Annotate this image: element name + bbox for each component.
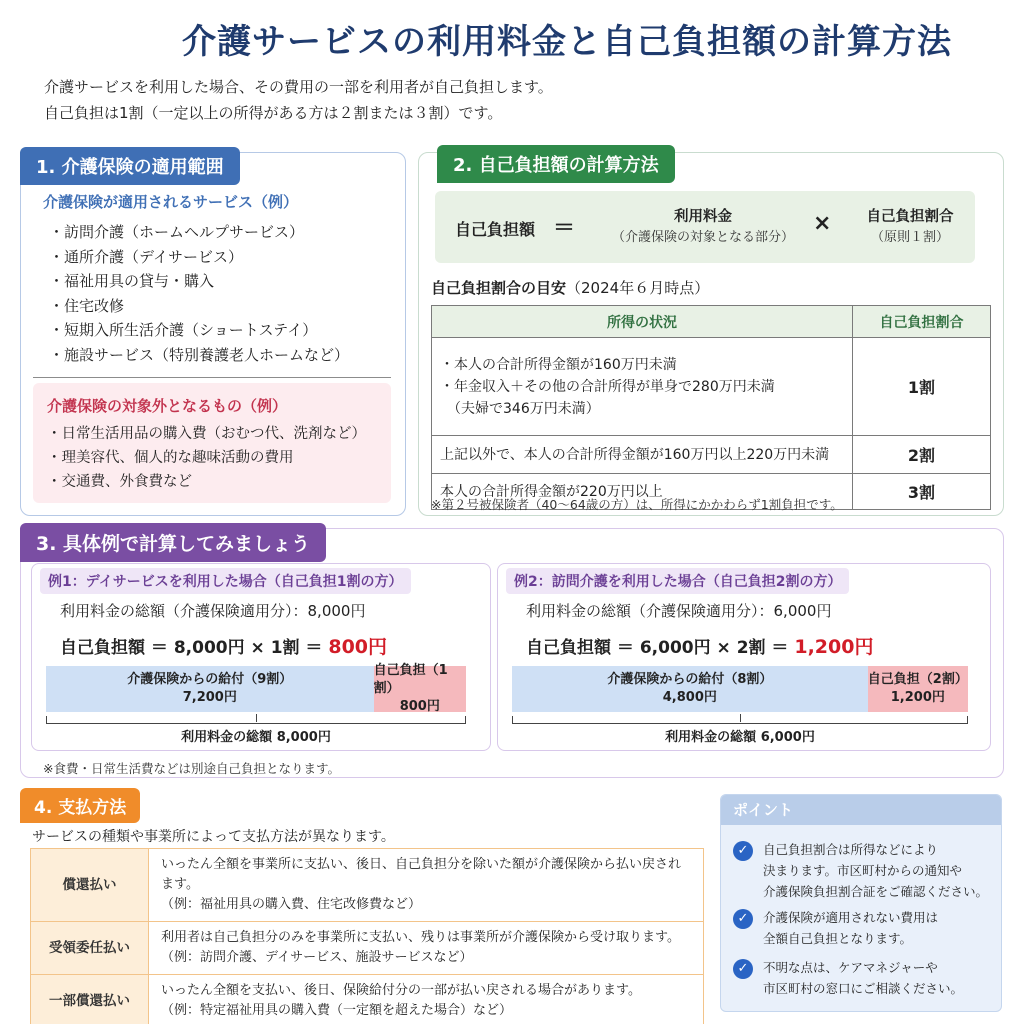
covered-item: ・通所介護（デイサービス） xyxy=(49,247,243,266)
excluded-item: ・交通費、外食費など xyxy=(47,474,192,490)
payment-example: （例：特定福祉用具の購入費（一定額を超えた場合）など） xyxy=(161,1003,513,1018)
covered-item: ・住宅改修 xyxy=(49,296,125,315)
covered-title: 介護保険が適用されるサービス（例） xyxy=(43,193,299,211)
payment-example: （例：福祉用具の購入費、住宅改修費など） xyxy=(161,897,422,912)
section1-heading: 1. 介護保険の適用範囲 xyxy=(20,147,240,185)
covered-item: ・訪問介護（ホームヘルプサービス） xyxy=(49,223,305,241)
point-line: 市区町村の窓口にご相談ください。 xyxy=(763,981,964,996)
section-payment xyxy=(20,788,710,1018)
formula-middle-note: （介護保険の対象となる部分） xyxy=(611,230,794,245)
table-row xyxy=(31,975,704,1024)
excluded-title: 介護保険の対象外となるもの（例） xyxy=(47,397,288,415)
total-bracket xyxy=(512,716,968,724)
example-card-2 xyxy=(497,563,991,751)
rate-header-rate: 自己負担割合 xyxy=(853,306,991,338)
example-calc-result: 1,200円 xyxy=(794,636,874,658)
point-box xyxy=(720,794,1002,1012)
payment-method-detail xyxy=(149,849,704,922)
check-icon: ✓ xyxy=(733,909,753,929)
section-coverage xyxy=(20,152,406,516)
formula-right-main: 自己負担割合 xyxy=(866,209,954,225)
formula-middle-main: 利用料金 xyxy=(674,209,732,225)
point-text xyxy=(763,907,938,949)
rate-guide-title: 自己負担割合の目安 xyxy=(431,279,567,297)
rate-table-header xyxy=(432,306,991,338)
rate-guide-heading xyxy=(431,277,709,298)
example-total: 利用料金の総額（介護保険適用分）：8,000円 xyxy=(60,602,366,620)
section2-footnote: ※第２号被保険者（40〜64歳の方）は、所得にかかわらず1割負担です。 xyxy=(431,497,843,512)
condition-line: 上記以外で、本人の合計所得金額が160万円以上220万円未満 xyxy=(440,446,830,463)
rate-condition xyxy=(432,338,853,436)
point-line: 介護保険が適用されない費用は xyxy=(763,910,939,925)
formula-left: 自己負担額 xyxy=(455,220,536,239)
total-bracket-label: 利用料金の総額 6,000円 xyxy=(665,730,815,745)
condition-line: 本人の合計所得金額が220万円以上 xyxy=(440,483,663,500)
payment-text: 利用者は自己負担分のみを事業所に支払い、残りは事業所が介護保険から受け取ります。 xyxy=(161,930,680,945)
payment-method-detail xyxy=(149,975,704,1024)
excluded-items-box xyxy=(33,383,391,503)
payment-text: いったん全額を支払い、後日、保険給付分の一部が払い戻される場合があります。 xyxy=(161,983,641,998)
rate-value: 3割 xyxy=(853,474,991,510)
divider xyxy=(33,377,391,378)
self-pay-amount: 800円 xyxy=(399,699,440,714)
table-row xyxy=(31,849,704,922)
excluded-item: ・日常生活用品の購入費（おむつ代、洗剤など） xyxy=(47,426,366,442)
formula-right-note: （原則１割） xyxy=(870,230,949,245)
condition-line: （夫婦で346万円未満） xyxy=(440,400,600,417)
formula-times: × xyxy=(813,211,832,236)
payment-example: （例：訪問介護、デイサービス、施設サービスなど） xyxy=(161,950,473,965)
section3-footnote: ※食費・日常生活費などは別途自己負担となります。 xyxy=(43,761,340,776)
section3-heading: 3. 具体例で計算してみましょう xyxy=(20,523,326,562)
self-pay-label: 自己負担（2割） xyxy=(867,672,968,687)
formula-right xyxy=(845,205,975,245)
example-calc-result: 800円 xyxy=(328,636,388,658)
rate-guide-date: （2024年６月時点） xyxy=(566,279,710,297)
excluded-item: ・理美容代、個人的な趣味活動の費用 xyxy=(47,450,294,466)
payment-method-detail xyxy=(149,922,704,975)
example-total: 利用料金の総額（介護保険適用分）：6,000円 xyxy=(526,602,832,620)
payment-text: いったん全額を事業所に支払い、後日、自己負担分を除いた額が介護保険から払い戻されます。 xyxy=(161,857,682,892)
payment-table xyxy=(30,848,704,1024)
rate-header-income: 所得の状況 xyxy=(432,306,853,338)
section4-description: サービスの種類や事業所によって支払方法が異なります。 xyxy=(32,829,395,845)
check-icon: ✓ xyxy=(733,841,753,861)
rate-table xyxy=(431,305,991,510)
formula-equals: ＝ xyxy=(553,216,576,241)
total-bracket xyxy=(46,716,466,724)
point-line: 自己負担割合は所得などにより xyxy=(763,842,939,857)
point-heading: ポイント xyxy=(721,795,1001,825)
example-calc xyxy=(60,632,387,659)
benefit-amount: 4,800円 xyxy=(662,690,717,705)
point-item xyxy=(733,907,938,949)
covered-item: ・短期入所生活介護（ショートステイ） xyxy=(49,321,318,339)
point-text xyxy=(763,957,963,999)
self-pay-amount: 1,200円 xyxy=(890,690,945,705)
example-card-1 xyxy=(31,563,491,751)
payment-method-label: 受領委任払い xyxy=(31,922,149,975)
intro-text xyxy=(44,74,553,126)
payment-method-label: 一部償還払い xyxy=(31,975,149,1024)
example-calc-formula: 自己負担額 ＝ 6,000円 × 2割 ＝ xyxy=(526,638,795,658)
table-row xyxy=(432,436,991,474)
intro-line-2: 自己負担は1割（一定以上の所得がある方は２割または３割）です。 xyxy=(44,104,503,122)
table-row xyxy=(31,922,704,975)
point-line: 介護保険負担割合証をご確認ください。 xyxy=(763,884,989,899)
rate-value: 1割 xyxy=(853,338,991,436)
table-row xyxy=(432,338,991,436)
formula-middle xyxy=(593,205,813,245)
rate-value: 2割 xyxy=(853,436,991,474)
condition-line: ・年金収入＋その他の合計所得が単身で280万円未満 xyxy=(440,378,775,395)
example-tag: 例2：訪問介護を利用した場合（自己負担2割の方） xyxy=(506,568,849,594)
section-calculation xyxy=(418,152,1004,516)
total-bracket-label: 利用料金の総額 8,000円 xyxy=(181,730,331,745)
covered-item: ・施設サービス（特別養護老人ホームなど） xyxy=(49,345,350,364)
point-line: 決まります。市区町村からの通知や xyxy=(763,863,963,878)
payment-method-label: 償還払い xyxy=(31,849,149,922)
example-tag: 例1：デイサービスを利用した場合（自己負担1割の方） xyxy=(40,568,411,594)
section2-heading: 2. 自己負担額の計算方法 xyxy=(437,145,675,183)
section-examples xyxy=(20,528,1004,778)
point-item xyxy=(733,839,988,902)
share-bar xyxy=(46,663,466,714)
formula-box xyxy=(435,191,975,263)
benefit-label: 介護保険からの給付（9割） xyxy=(127,672,293,687)
covered-services xyxy=(43,191,349,367)
share-bar xyxy=(512,666,968,712)
point-line: 不明な点は、ケアマネジャーや xyxy=(763,960,938,975)
section4-heading: 4. 支払方法 xyxy=(20,788,140,823)
intro-line-1: 介護サービスを利用した場合、その費用の一部を利用者が自己負担します。 xyxy=(44,78,553,96)
self-pay-segment xyxy=(373,663,466,714)
benefit-segment xyxy=(46,666,374,712)
covered-item: ・福祉用具の貸与・購入 xyxy=(49,272,215,290)
self-pay-segment xyxy=(868,666,968,712)
benefit-segment xyxy=(512,666,868,712)
benefit-amount: 7,200円 xyxy=(182,690,237,705)
check-icon: ✓ xyxy=(733,959,753,979)
point-line: 全額自己負担となります。 xyxy=(763,931,913,946)
benefit-label: 介護保険からの給付（8割） xyxy=(607,672,773,687)
rate-condition xyxy=(432,436,853,474)
page-title: 介護サービスの利用料金と自己負担額の計算方法 xyxy=(182,22,952,62)
example-calc xyxy=(526,632,873,659)
condition-line: ・本人の合計所得金額が160万円未満 xyxy=(440,356,677,373)
example-calc-formula: 自己負担額 ＝ 8,000円 × 1割 ＝ xyxy=(60,638,329,658)
self-pay-label: 自己負担（1割） xyxy=(373,663,448,696)
point-item xyxy=(733,957,963,999)
point-text xyxy=(763,839,988,902)
